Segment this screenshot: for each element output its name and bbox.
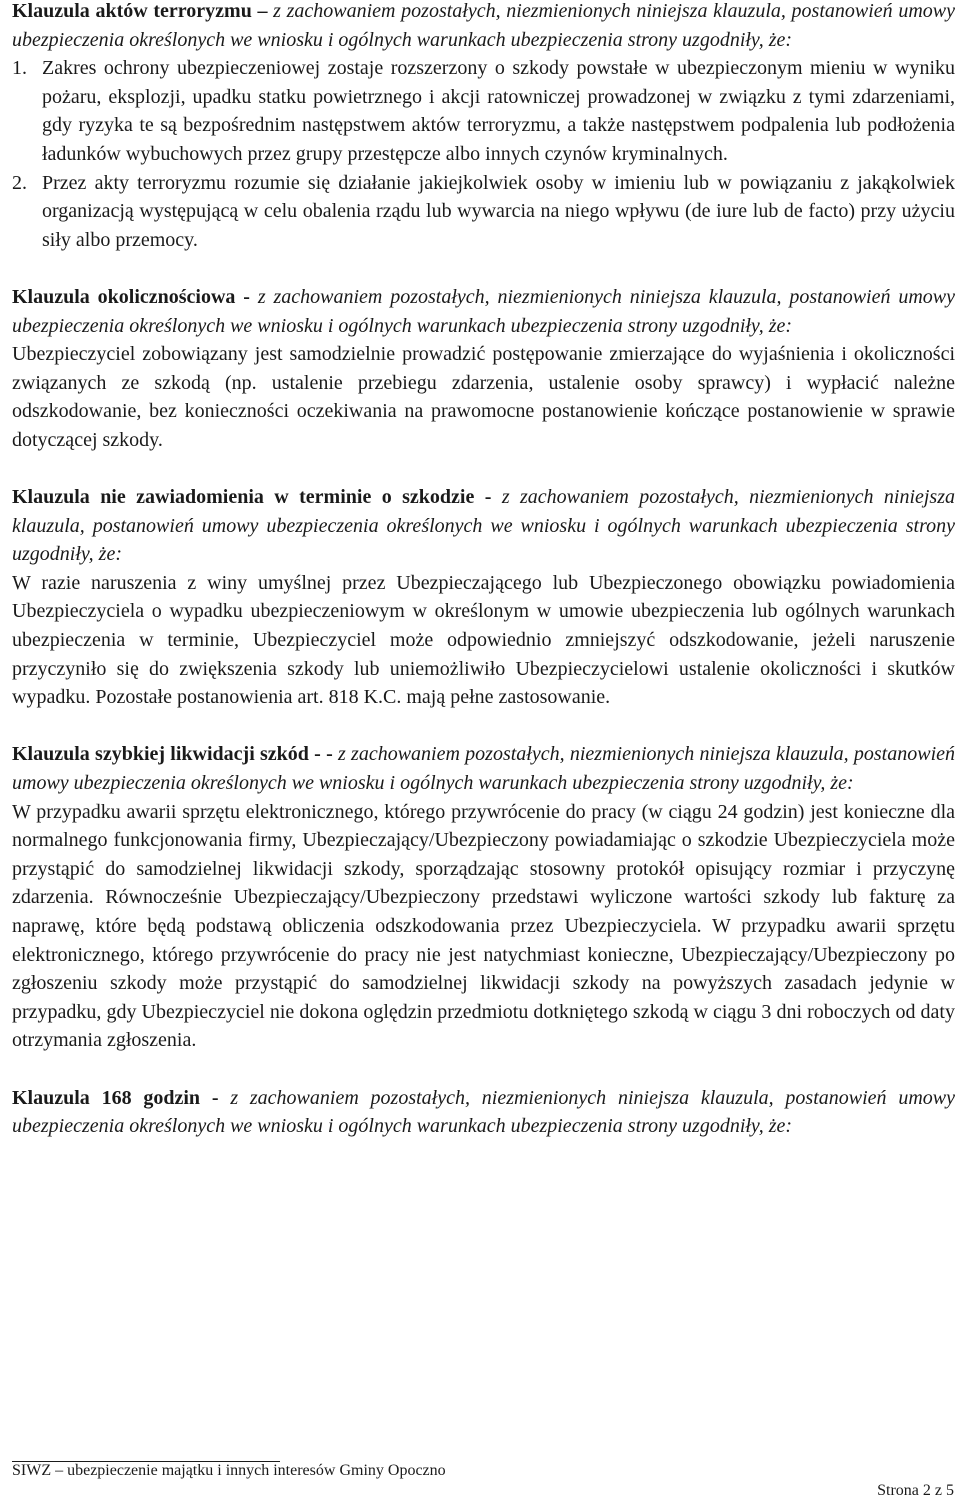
clause-fast-claims bbox=[12, 740, 955, 1055]
clause-intro-paragraph bbox=[12, 740, 955, 797]
clause-intro: z zachowaniem pozostałych, niezmienionych niniejsza klauzula, postanowień umowy ubezpieczenia określonych we wniosku i ogólnych warunkach ubezpieczenia strony uzgodniły, że: bbox=[12, 1086, 955, 1138]
clause-circumstantial bbox=[12, 283, 955, 455]
clause-body: Ubezpieczyciel zobowiązany jest samodzielnie prowadzić postępowanie zmierzające do wyjaśnienia i okoliczności związanych ze szkodą (np. ustalenie przebiegu zdarzenia, ustalenie osoby sprawcy) i wypłacić należne odszkodowanie, bez konieczności oczekiwania na prawomocne postanowienie kończące postanowienie w sprawie dotyczącej szkody. bbox=[12, 343, 955, 451]
item-number: 1. bbox=[12, 57, 27, 80]
item-number: 2. bbox=[12, 171, 27, 194]
footer-title: SIWZ – ubezpieczenie majątku i innych interesów Gminy Opoczno bbox=[12, 1462, 446, 1479]
clause-168-hours bbox=[12, 1084, 955, 1141]
clause-late-notification bbox=[12, 483, 955, 712]
clause-intro-paragraph bbox=[12, 483, 955, 569]
clause-heading: Klauzula szybkiej likwidacji szkód - - bbox=[12, 743, 333, 766]
clause-intro: z zachowaniem pozostałych, niezmienionych niniejsza klauzula, postanowień umowy ubezpieczenia określonych we wniosku i ogólnych warunkach ubezpieczenia strony uzgodniły, że: bbox=[12, 0, 955, 51]
clause-intro-paragraph bbox=[12, 0, 955, 54]
clause-body: W przypadku awarii sprzętu elektronicznego, którego przywrócenie do pracy (w ciągu 24 godzin) jest konieczne dla normalnego funkcjonowania firmy, Ubezpieczający/Ubezpieczony powiadamiając o szkodzie Ubezpieczyciela może przystąpić do samodzielnej likwidacji szkody, sporządzając stosowny protokół opisujący rozmiar i przyczynę zdarzenia. Równocześnie Ubezpieczający/Ubezpieczony przedstawi wyliczone wartości szkody lub fakturę za naprawę, które będą podstawą obliczenia odszkodowania przez Ubezpieczyciela. W przypadku awarii sprzętu elektronicznego, którego przywrócenie do pracy nie jest natychmiast konieczne, Ubezpieczający/Ubezpieczony po zgłoszeniu szkody może przystąpić do samodzielnej likwidacji szkody na powyższych zasadach jedynie w przypadku, gdy Ubezpieczyciel nie dokona oględzin przedmiotu dotkniętego szkodą w ciągu 3 dni roboczych od daty otrzymania zgłoszenia. bbox=[12, 800, 955, 1052]
page-number: Strona 2 z 5 bbox=[877, 1482, 954, 1499]
clause-heading: Klauzula nie zawiadomienia w terminie o szkodzie - bbox=[12, 486, 492, 509]
clause-intro: z zachowaniem pozostałych, niezmienionych niniejsza klauzula, postanowień umowy ubezpieczenia określonych we wniosku i ogólnych warunkach ubezpieczenia strony uzgodniły, że: bbox=[12, 743, 956, 795]
item-text: Zakres ochrony ubezpieczeniowej zostaje rozszerzony o szkody powstałe w ubezpieczonym mieniu w wyniku pożaru, eksplozji, upadku statku powietrznego i akcji ratowniczej prowadzonej w związku z tymi zdarzeniami, gdy ryzyka te są bezpośrednim następstwem aktów terroryzmu, a także następstwem podpalenia lub podłożenia ładunków wybuchowych przez grupy przestępcze albo innych czynów kryminalnych. bbox=[42, 57, 955, 165]
clause-heading: Klauzula 168 godzin - bbox=[12, 1086, 219, 1109]
clause-intro: z zachowaniem pozostałych, niezmienionych niniejsza klauzula, postanowień umowy ubezpieczenia określonych we wniosku i ogólnych warunkach ubezpieczenia strony uzgodniły, że: bbox=[12, 486, 956, 566]
numbered-item bbox=[12, 54, 955, 168]
clause-terrorism bbox=[12, 0, 955, 254]
clause-intro: z zachowaniem pozostałych, niezmienionych niniejsza klauzula, postanowień umowy ubezpieczenia określonych we wniosku i ogólnych warunkach ubezpieczenia strony uzgodniły, że: bbox=[12, 285, 955, 337]
item-text: Przez akty terroryzmu rozumie się działanie jakiejkolwiek osoby w imieniu lub w powiązaniu z jakąkolwiek organizacją występującą w celu obalenia rządu lub wywarcia na niego wpływu (de iure lub de facto) przy użyciu siły albo przemocy. bbox=[42, 171, 955, 251]
clause-heading: Klauzula okolicznościowa - bbox=[12, 285, 250, 308]
clause-intro-paragraph bbox=[12, 1084, 955, 1141]
clause-heading: Klauzula aktów terroryzmu – bbox=[12, 0, 268, 22]
clause-body: W razie naruszenia z winy umyślnej przez Ubezpieczającego lub Ubezpieczonego obowiązku powiadomienia Ubezpieczyciela o wypadku ubezpieczeniowym w określonym w umowie ubezpieczenia lub ogólnych warunkach ubezpieczenia w terminie, Ubezpieczyciel może odpowiednio zmniejszyć odszkodowanie, jeżeli naruszenie przyczyniło się do zwiększenia szkody lub uniemożliwiło Ubezpieczycielowi ustalenie okoliczności i skutków wypadku. Pozostałe postanowienia art. 818 K.C. mają pełne zastosowanie. bbox=[12, 571, 955, 709]
numbered-item bbox=[12, 169, 955, 255]
document-page bbox=[12, 0, 955, 1141]
clause-intro-paragraph bbox=[12, 283, 955, 340]
